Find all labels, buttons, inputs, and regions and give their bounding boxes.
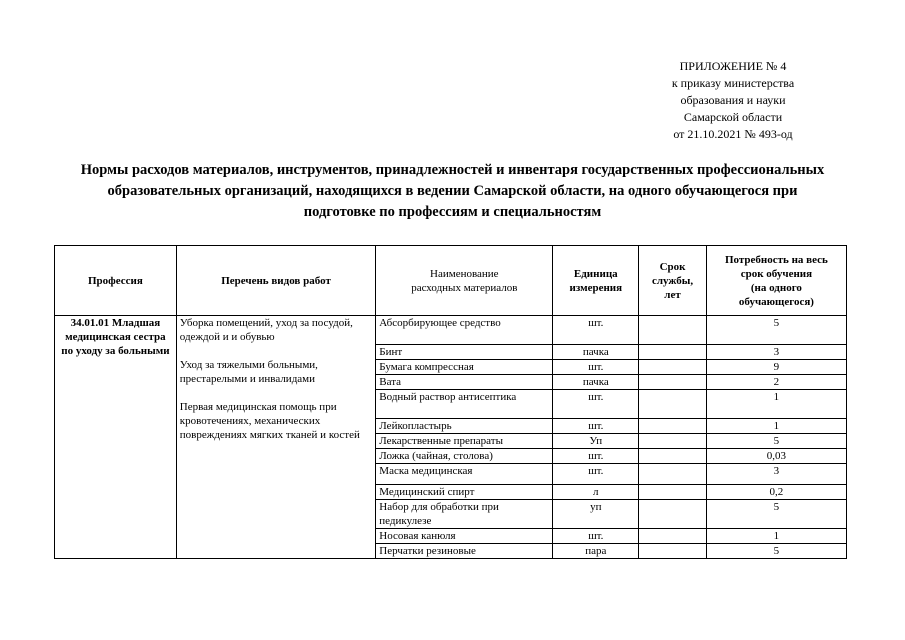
header-works: Перечень видов работ xyxy=(176,246,376,316)
header-service-term: Срок службы, лет xyxy=(639,246,707,316)
material-term xyxy=(639,449,707,464)
appendix-header xyxy=(623,58,843,143)
material-term xyxy=(639,316,707,345)
material-unit: Уп xyxy=(553,434,639,449)
material-unit: шт. xyxy=(553,529,639,544)
table-row xyxy=(55,316,847,345)
material-unit: пара xyxy=(553,544,639,559)
profession-cell: 34.01.01 Младшая медицинская сестра по уходу за больными xyxy=(55,316,177,559)
appendix-line: Самарской области xyxy=(683,110,783,124)
material-need: 5 xyxy=(706,500,846,529)
material-term xyxy=(639,345,707,360)
material-term xyxy=(639,434,707,449)
material-name: Медицинский спирт xyxy=(376,485,553,500)
material-unit: пачка xyxy=(553,375,639,390)
material-name: Вата xyxy=(376,375,553,390)
appendix-line: от 21.10.2021 № 493-од xyxy=(673,127,793,141)
material-need: 1 xyxy=(706,390,846,419)
material-name: Набор для обработки при педикулезе xyxy=(376,500,553,529)
material-name: Маска медицинская xyxy=(376,464,553,485)
material-unit: уп xyxy=(553,500,639,529)
material-name: Носовая канюля xyxy=(376,529,553,544)
appendix-line: к приказу министерства xyxy=(671,76,795,90)
works-cell xyxy=(176,316,376,559)
material-need: 5 xyxy=(706,316,846,345)
work-item: Первая медицинская помощь при кровотечениях, механических повреждениях мягких тканей и костей xyxy=(179,401,360,441)
appendix-line: образования и науки xyxy=(680,93,786,107)
appendix-line: ПРИЛОЖЕНИЕ № 4 xyxy=(679,59,787,73)
material-term xyxy=(639,544,707,559)
material-unit: шт. xyxy=(553,390,639,419)
material-term xyxy=(639,390,707,419)
material-need: 1 xyxy=(706,529,846,544)
material-need: 0,03 xyxy=(706,449,846,464)
material-name: Бумага компрессная xyxy=(376,360,553,375)
document-title xyxy=(40,160,865,223)
table-header-row xyxy=(55,246,847,316)
header-profession: Профессия xyxy=(55,246,177,316)
material-need: 5 xyxy=(706,434,846,449)
material-name: Абсорбирующее средство xyxy=(376,316,553,345)
material-unit: пачка xyxy=(553,345,639,360)
material-name: Лейкопластырь xyxy=(376,419,553,434)
work-item: Уход за тяжелыми больными, престарелыми и инвалидами xyxy=(179,359,318,385)
material-term xyxy=(639,500,707,529)
material-term xyxy=(639,485,707,500)
material-term xyxy=(639,419,707,434)
material-unit: шт. xyxy=(553,419,639,434)
material-unit: шт. xyxy=(553,360,639,375)
material-name: Ложка (чайная, столова) xyxy=(376,449,553,464)
material-term xyxy=(639,360,707,375)
material-unit: шт. xyxy=(553,464,639,485)
title-line: образовательных организаций, находящихся в ведении Самарской области, на одного обучающегося при xyxy=(107,183,798,199)
material-need: 0,2 xyxy=(706,485,846,500)
material-need: 5 xyxy=(706,544,846,559)
material-need: 1 xyxy=(706,419,846,434)
work-item: Уборка помещений, уход за посудой, одеждой и и обувью xyxy=(179,317,353,343)
header-unit: Единица измерения xyxy=(553,246,639,316)
material-name: Перчатки резиновые xyxy=(376,544,553,559)
material-name: Водный раствор антисептика xyxy=(376,390,553,419)
material-need: 3 xyxy=(706,464,846,485)
header-need: Потребность на весь срок обучения (на одного обучающегося) xyxy=(706,246,846,316)
title-line: Нормы расходов материалов, инструментов, принадлежностей и инвентаря государственных профессиональных xyxy=(80,162,825,178)
material-unit: шт. xyxy=(553,316,639,345)
material-term xyxy=(639,464,707,485)
norms-table xyxy=(54,245,847,559)
material-name: Лекарственные препараты xyxy=(376,434,553,449)
material-unit: л xyxy=(553,485,639,500)
material-need: 2 xyxy=(706,375,846,390)
material-need: 3 xyxy=(706,345,846,360)
material-unit: шт. xyxy=(553,449,639,464)
material-term xyxy=(639,529,707,544)
material-name: Бинт xyxy=(376,345,553,360)
material-term xyxy=(639,375,707,390)
title-line: подготовке по профессиям и специальностям xyxy=(303,204,602,220)
header-material-name: Наименование расходных материалов xyxy=(376,246,553,316)
material-need: 9 xyxy=(706,360,846,375)
